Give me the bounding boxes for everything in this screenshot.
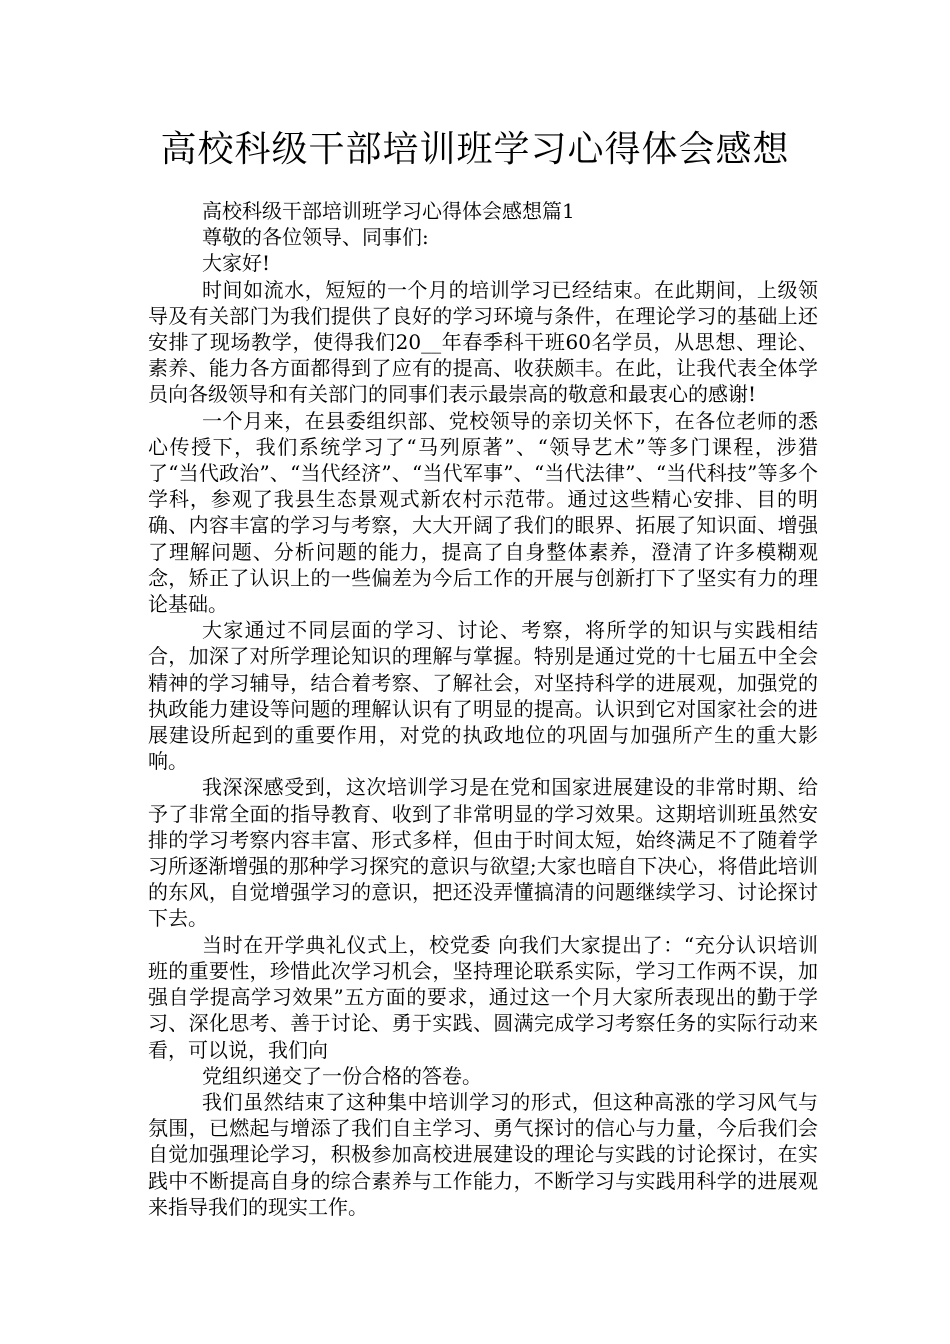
paragraph: 一个月来，在县委组织部、党校领导的亲切关怀下，在各位老师的悉心传授下，我们系统学习了“马列原著”、“领导艺术”等多门课程，涉猎了“当代政治”、“当代经济”、“当代军事”、“当代法律”、“当代科技”等多个学科，参观了我县生态景观式新农村示范带。通过这些精心安排、目的明确、内容丰富的学习与考察，大大开阔了我们的眼界、拓展了知识面、增强了理解问题、分析问题的能力，提高了自身整体素养，澄清了许多模糊观念，矫正了认识上的一些偏差为今后工作的开展与创新打下了坚实有力的理论基础。 (148, 408, 818, 617)
section-heading: 高校科级干部培训班学习心得体会感想篇1 (202, 199, 575, 223)
paragraph: 时间如流水，短短的一个月的培训学习已经结束。在此期间，上级领导及有关部门为我们提供了良好的学习环境与条件，在理论学习的基础上还安排了现场教学，使得我们20__年春季科干班60名学员，从思想、理论、素养、能力各方面都得到了应有的提高、收获颇丰。在此，让我代表全体学员向各级领导和有关部门的同事们表示最崇高的敬意和最衷心的感谢! (148, 277, 818, 407)
paragraph: 大家通过不同层面的学习、讨论、考察，将所学的知识与实践相结合，加深了对所学理论知识的理解与掌握。特别是通过党的十七届五中全会精神的学习辅导，结合着考察、了解社会，对坚持科学的进展观，加强党的执政能力建设等问题的理解认识有了明显的提高。认识到它对国家社会的进展建设所起到的重要作用，对党的执政地位的巩固与加强所产生的重大影响。 (148, 618, 818, 774)
paragraph: 党组织递交了一份合格的答卷。 (202, 1063, 482, 1088)
document-body (148, 198, 818, 1220)
document-title: 高校科级干部培训班学习心得体会感想 (160, 129, 790, 170)
salutation: 尊敬的各位领导、同事们: (202, 225, 429, 250)
greeting: 大家好! (202, 251, 271, 276)
paragraph: 我们虽然结束了这种集中培训学习的形式，但这种高涨的学习风气与氛围，已燃起与增添了我们自主学习、勇气探讨的信心与力量，今后我们会自觉加强理论学习，积极参加高校进展建设的理论与实践的讨论探讨，在实践中不断提高自身的综合素养与工作能力，不断学习与实践用科学的进展观来指导我们的现实工作。 (148, 1089, 818, 1219)
paragraph: 当时在开学典礼仪式上，校党委 向我们大家提出了：“充分认识培训班的重要性，珍惜此次学习机会，坚持理论联系实际，学习工作两不误，加强自学提高学习效果”五方面的要求，通过这一个月大家所表现出的勤于学习、深化思考、善于讨论、勇于实践、圆满完成学习考察任务的实际行动来看，可以说，我们向 (148, 932, 818, 1062)
paragraph: 我深深感受到，这次培训学习是在党和国家进展建设的非常时期、给予了非常全面的指导教育、收到了非常明显的学习效果。这期培训班虽然安排的学习考察内容丰富、形式多样，但由于时间太短，始终满足不了随着学习所逐渐增强的那种学习探究的意识与欲望;大家也暗自下决心，将借此培训的东风，自觉增强学习的意识，把还没弄懂搞清的问题继续学习、讨论探讨下去。 (148, 775, 818, 931)
